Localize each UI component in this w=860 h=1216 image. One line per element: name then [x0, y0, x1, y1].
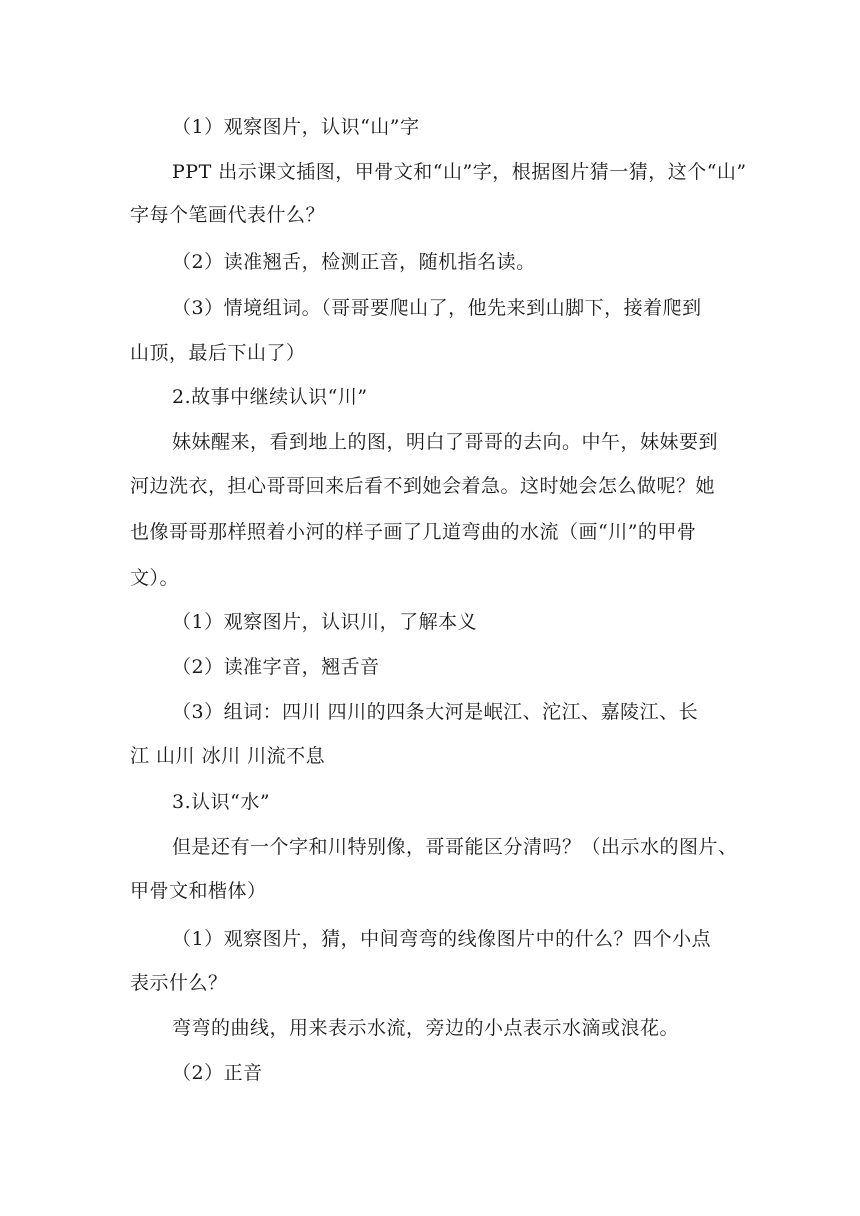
sub-item-observe-shui: （1）观察图片，猜，中间弯弯的线像图片中的什么？四个小点	[172, 928, 712, 950]
section-heading-chuan: 2.故事中继续认识“川”	[172, 386, 368, 408]
sub-item-word-groups: （3）情境组词。（哥哥要爬山了，他先来到山脚下，接着爬到	[172, 297, 702, 319]
sub-item-pronunciation: （2）读准翘舌，检测正音，随机指名读。	[172, 251, 536, 273]
paragraph-line: PPT 出示课文插图，甲骨文和“山”字，根据图片猜一猜，这个“山”	[172, 161, 747, 183]
section-heading-shui: 3.认识“水”	[172, 791, 271, 813]
paragraph-line: 也像哥哥那样照着小河的样子画了几道弯曲的水流（画“川”的甲骨	[130, 521, 697, 543]
paragraph-line: 但是还有一个字和川特别像，哥哥能区分清吗？（出示水的图片、	[172, 836, 738, 858]
sub-item-read-chuan: （2）读准字音，翘舌音	[172, 656, 380, 678]
sub-item-pronunciation-shui: （2）正音	[172, 1062, 263, 1084]
paragraph-line: 山顶，最后下山了）	[130, 342, 306, 364]
sub-item-observe-shan: （1）观察图片，认识“山”字	[172, 116, 420, 138]
paragraph-line: 文）。	[130, 567, 180, 589]
paragraph-line: 字每个笔画代表什么？	[130, 204, 326, 226]
paragraph-line: 河边洗衣，担心哥哥回来后看不到她会着急。这时她会怎么做呢？她	[130, 475, 716, 497]
paragraph-line: 妹妹醒来，看到地上的图，明白了哥哥的去向。中午，妹妹要到	[172, 431, 719, 453]
paragraph-line: 弯弯的曲线，用来表示水流，旁边的小点表示水滴或浪花。	[172, 1017, 680, 1039]
sub-item-observe-chuan: （1）观察图片，认识川，了解本义	[172, 611, 478, 633]
paragraph-line: 江 山川 冰川 川流不息	[130, 745, 326, 767]
paragraph-line: 甲骨文和楷体）	[130, 880, 267, 902]
sub-item-word-groups-chuan: （3）组词：四川 四川的四条大河是岷江、沱江、嘉陵江、长	[172, 701, 699, 723]
paragraph-line: 表示什么？	[130, 972, 228, 994]
